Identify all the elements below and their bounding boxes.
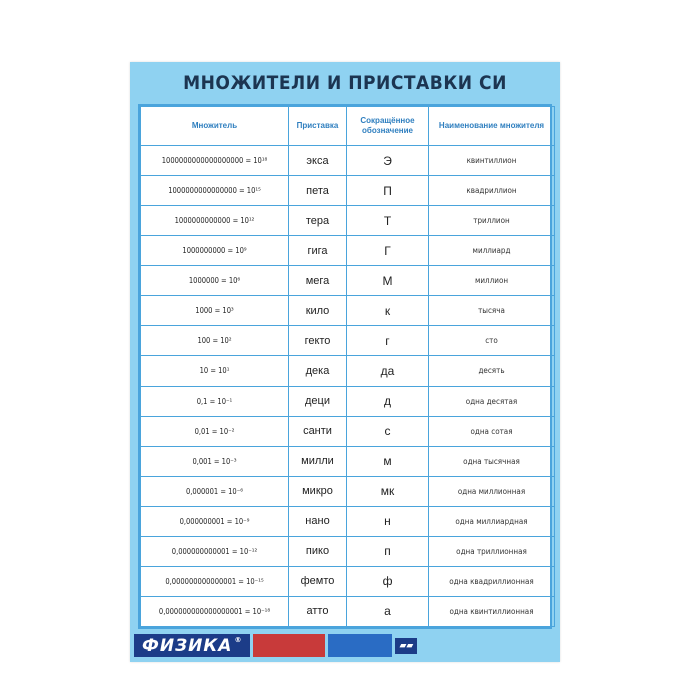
poster [130,62,560,662]
publisher-logo [395,634,417,657]
cell-symbol: М [347,266,429,296]
cell-name: одна миллионная [429,476,555,506]
cell-symbol: мк [347,476,429,506]
cell-multiplier: 1000000 = 10⁶ [141,266,289,296]
cell-symbol: н [347,506,429,536]
series-info-block [328,634,392,657]
cell-multiplier: 0,000000000000000001 = 10⁻¹⁸ [141,596,289,626]
table-row [141,206,555,236]
cell-prefix: нано [289,506,347,536]
brand-name: ФИЗИКА [142,635,233,656]
cell-prefix: мега [289,266,347,296]
cell-multiplier: 1000 = 10³ [141,296,289,326]
header-prefix: Приставка [289,107,347,146]
table-row [141,146,555,176]
cell-multiplier: 1000000000000 = 10¹² [141,206,289,236]
publisher-emblem: ▰▰ [395,638,417,654]
cell-symbol: Г [347,236,429,266]
cell-multiplier: 1000000000000000 = 10¹⁵ [141,176,289,206]
header-symbol: Сокращённое обозначение [347,107,429,146]
cell-prefix: фемто [289,566,347,596]
cell-name: миллион [429,266,555,296]
cell-name: десять [429,356,555,386]
cell-prefix: кило [289,296,347,326]
cell-name: триллион [429,206,555,236]
table-row [141,236,555,266]
table-row [141,446,555,476]
cell-prefix: деци [289,386,347,416]
table-row [141,536,555,566]
cell-symbol: к [347,296,429,326]
cell-name: одна триллионная [429,536,555,566]
table-row [141,356,555,386]
table-header-row [141,107,555,146]
cell-name: миллиард [429,236,555,266]
table-row [141,176,555,206]
cell-prefix: тера [289,206,347,236]
cell-prefix: санти [289,416,347,446]
cell-prefix: пета [289,176,347,206]
cell-multiplier: 0,001 = 10⁻³ [141,446,289,476]
table-row [141,596,555,626]
cell-symbol: да [347,356,429,386]
table-row [141,476,555,506]
cell-symbol: ф [347,566,429,596]
prefix-table [140,106,555,627]
table-row [141,326,555,356]
cell-name: тысяча [429,296,555,326]
cell-symbol: м [347,446,429,476]
cell-prefix: гига [289,236,347,266]
cell-prefix: экса [289,146,347,176]
cell-symbol: г [347,326,429,356]
cell-name: одна сотая [429,416,555,446]
cell-prefix: микро [289,476,347,506]
cell-symbol: Т [347,206,429,236]
brand-logo [134,634,250,657]
cell-name: одна тысячная [429,446,555,476]
cell-symbol: П [347,176,429,206]
cell-name: одна миллиардная [429,506,555,536]
table-row [141,266,555,296]
cell-multiplier: 100 = 10² [141,326,289,356]
poster-footer [130,629,560,662]
prefix-table-container [138,104,552,629]
cell-name: сто [429,326,555,356]
cell-prefix: гекто [289,326,347,356]
poster-title: МНОЖИТЕЛИ И ПРИСТАВКИ СИ [183,72,507,94]
cell-prefix: атто [289,596,347,626]
cell-multiplier: 1000000000 = 10⁹ [141,236,289,266]
header-name: Наименование множителя [429,107,555,146]
table-row [141,386,555,416]
brand-registered-mark: ® [234,636,243,644]
table-row [141,566,555,596]
cell-multiplier: 0,000001 = 10⁻⁶ [141,476,289,506]
cell-multiplier: 0,1 = 10⁻¹ [141,386,289,416]
cell-prefix: пико [289,536,347,566]
cell-multiplier: 0,000000000000001 = 10⁻¹⁵ [141,566,289,596]
cell-name: одна десятая [429,386,555,416]
table-row [141,296,555,326]
cell-symbol: Э [347,146,429,176]
cell-multiplier: 0,000000000001 = 10⁻¹² [141,536,289,566]
series-label-block [253,634,325,657]
cell-name: квадриллион [429,176,555,206]
cell-name: квинтиллион [429,146,555,176]
cell-symbol: д [347,386,429,416]
cell-name: одна квадриллионная [429,566,555,596]
cell-multiplier: 0,000000001 = 10⁻⁹ [141,506,289,536]
cell-name: одна квинтиллионная [429,596,555,626]
cell-symbol: а [347,596,429,626]
cell-symbol: п [347,536,429,566]
table-row [141,506,555,536]
cell-prefix: дека [289,356,347,386]
cell-multiplier: 0,01 = 10⁻² [141,416,289,446]
cell-multiplier: 10 = 10¹ [141,356,289,386]
cell-multiplier: 1000000000000000000 = 10¹⁸ [141,146,289,176]
table-row [141,416,555,446]
cell-prefix: милли [289,446,347,476]
header-multiplier: Множитель [141,107,289,146]
cell-symbol: с [347,416,429,446]
